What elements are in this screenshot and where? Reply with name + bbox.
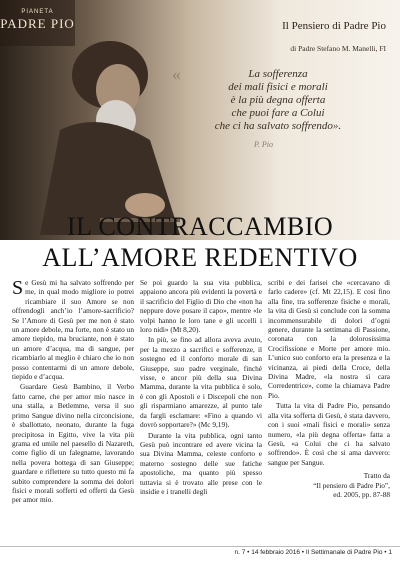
headline-line-2: ALL’AMORE REDENTIVO: [42, 243, 358, 272]
padre-pio-photo: [40, 20, 180, 235]
pull-quote: [178, 68, 378, 133]
article-column-1: [12, 278, 134, 538]
logo-subtitle: PIANETA: [21, 9, 54, 15]
paragraph-text: e Gesù mi ha salvato soffrendo per me, in qual modo migliore io potrei ricambiare il suo Amore se non offrendogli anch’io l’amore-sacrificio? Se l’Amore di Gesù per me non è stato un amore debole, ma forte, non è stato un amore tiepido, ma bruciante, non è stato un amore d’acqua, ma di sangue, per ricambiarlo al meglio è chiaro che io non posso contentarmi di un amore debole, tiepido e d’acqua.: [12, 278, 134, 382]
credit-line: Tratto da: [363, 471, 390, 481]
paragraph: Durante la vita pubblica, ogni tanto Gesù può incontrare ed avere vicina la sua Divina Mamma, celeste conforto e materno sostegno delle sue fatiche apostoliche, ma quanto più spesso tuttavia si è trovato alle prese con le insidie e i tranelli degli: [140, 430, 262, 496]
quote-line: è la più degna offerta: [230, 94, 326, 106]
quote-line: che puoi fare a Colui: [231, 107, 325, 119]
credit-line: ed. 2005, pp. 87-88: [333, 489, 390, 499]
page-footer: [0, 546, 400, 561]
article-column-3: [268, 278, 390, 538]
source-credit: [268, 471, 390, 499]
paragraph: [12, 278, 134, 381]
quote-mark: «: [172, 64, 181, 84]
author-byline: di Padre Stefano M. Manelli, FI: [290, 44, 386, 53]
paragraph: Tutta la vita di Padre Pio, pensando alla vita sofferta di Gesù, è stata davvero, con i suoi «mali fisici e morali» senza numero, «la più degna offerta» fatta a Gesù, «a Colui che ci ha salvato soffrendo». È così che si ama davvero: sangue per Sangue.: [268, 401, 390, 467]
paragraph: Guardare Gesù Bambino, il Verbo fatto carne, che per amor mio nasce in una stalla, a Betlemme, versa il suo primo Sangue divino nella circoncisione, è sballottato, neonato, durante la fuga precipitosa in Egitto, vive la vita più grama ed umile nel paesello di Nazareth, come figlio di un falegname, lavorando nella povera bottega di san Giuseppe; guardare e riflettere su tutto questo mi fa subito comprendere la somma dei dolori fisici e morali sofferti ed offerti da Gesù per amor mio.: [12, 382, 134, 505]
quote-line: che ci ha salvato soffrendo».: [214, 120, 342, 132]
paragraph: scribi e dei farisei che «cercavano di farlo cadere» (cf. Mt 22,15). E così fino alla fine, tra sofferenze fisiche e morali, la vita di Gesù si conclude con la somma incommensurabile di dolori d’ogni genere, durante la settimana di Passione, coronata con la dolorosissima Crocifissione e Morte per amore mio. L’unico suo conforto era la presenza e la vicinanza, ai piedi della Croce, della Divina Madre, «la nostra sì cara Corredentrice», come la chiamava Padre Pio.: [268, 278, 390, 400]
quote-line: La sofferenza: [248, 68, 308, 80]
dropcap: S: [12, 277, 24, 299]
headline-line-1: IL CONTRACCAMBIO: [66, 212, 334, 241]
article-body: [12, 278, 390, 538]
credit-line: “Il pensiero di Padre Pio”,: [313, 480, 390, 490]
paragraph: Se poi guardo la sua vita pubblica, appaiono ancora più evidenti la povertà e il sacrificio del Figlio di Dio che «non ha neppure dove posare il capo», mentre «le volpi hanno le loro tane e gli uccelli i loro nidi» (Mt 8,20).: [140, 278, 262, 335]
footer-text: n. 7 • 14 febbraio 2016 • Il Settimanale di Padre Pio • 1: [234, 549, 392, 556]
magazine-logo: [0, 0, 75, 46]
article-column-2: [140, 278, 262, 538]
paragraph: In più, se fino ad allora aveva avuto, per la mezzo a sacrifici e sofferenze, il sostegno ed il conforto morale di san Giuseppe, suo padre verginale, finché visse, e ancor più della sua Divina Mamma, durante la vita pubblica è solo, è con gli Apostoli e i Discepoli che non gli risparmiano amarezze, al punto tale da fargli esclamare: «Fino a quando vi dovrò sopportare?» (Mc 9,19).: [140, 335, 262, 430]
signature: P. Pio: [254, 140, 273, 149]
column-title: Il Pensiero di Padre Pio: [282, 20, 386, 32]
header-photo: [0, 0, 400, 240]
quote-line: dei mali fisici e morali: [228, 81, 328, 93]
logo-title: PADRE PIO: [0, 16, 75, 31]
